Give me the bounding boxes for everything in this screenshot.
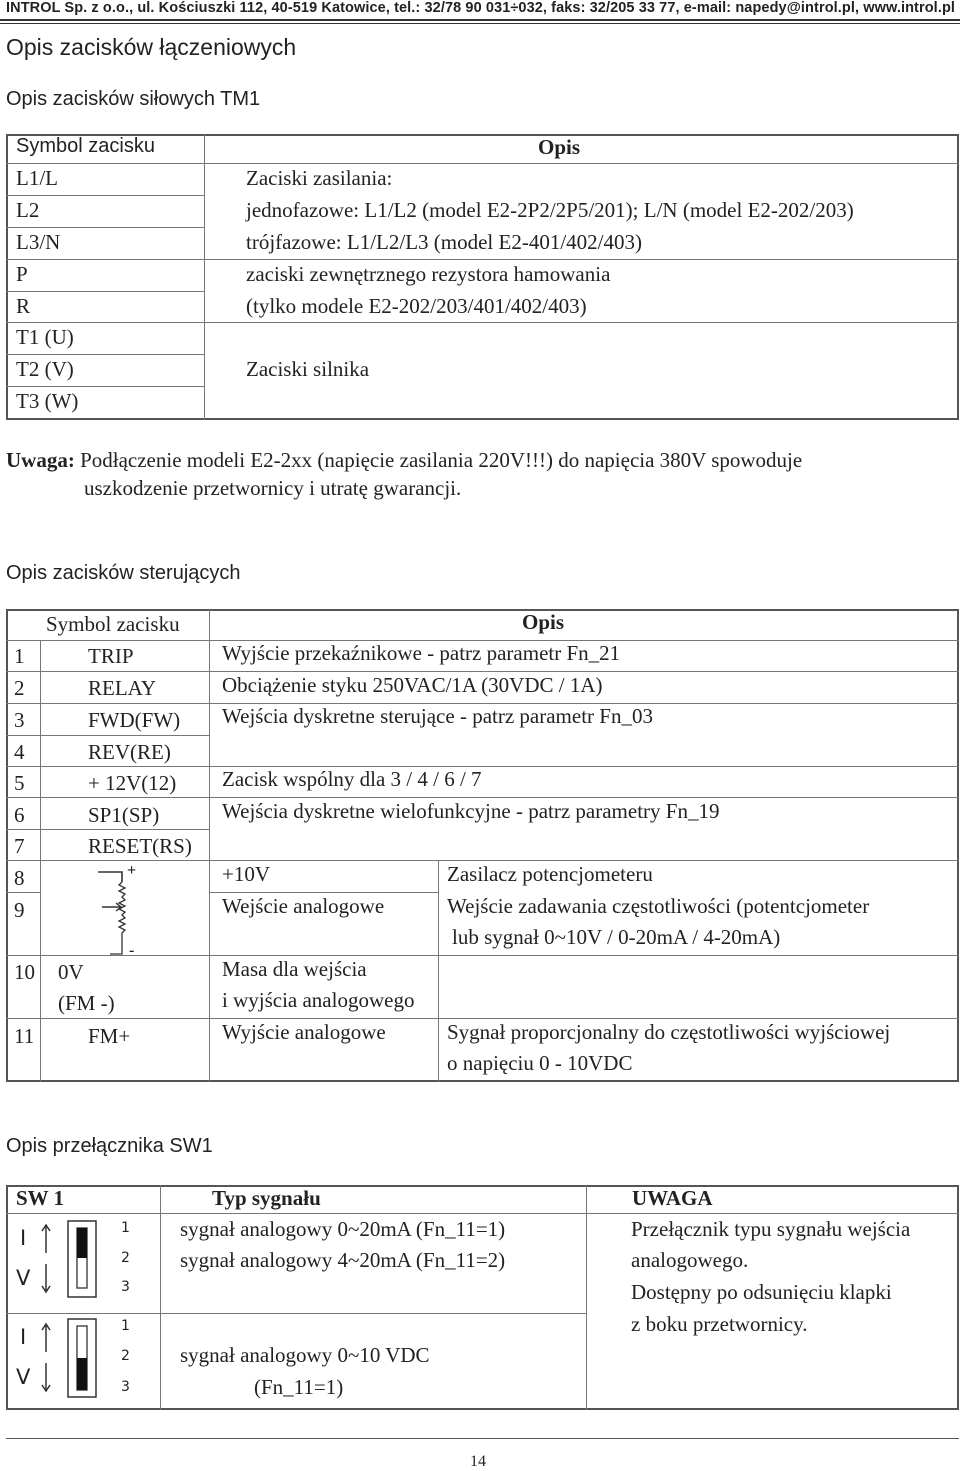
control-row-line (6, 797, 959, 798)
power-row-line (6, 386, 205, 387)
control-row-symbol: + 12V(12) (88, 771, 177, 795)
signal-type: sygnał analogowy 0~20mA (Fn_11=1) (180, 1217, 506, 1241)
power-symbol: L1/L (16, 166, 58, 190)
warning-label: Uwaga: (6, 448, 75, 472)
power-col-desc: Opis (538, 135, 581, 159)
header-rule-thin (0, 23, 960, 24)
switch-col-note: UWAGA (632, 1186, 713, 1210)
warning-line-2: uszkodzenie przetwornicy i utratę gwarancji. (84, 476, 462, 500)
control-row-desc: i wyjścia analogowego (222, 988, 415, 1012)
control-row-num: 9 (14, 898, 25, 922)
control-row-desc: Wejście analogowe (222, 894, 385, 918)
switch-letter-i: I (20, 1226, 27, 1250)
control-row-symbol: (FM -) (58, 991, 115, 1015)
signal-type: sygnał analogowy 0~10 VDC (180, 1343, 430, 1367)
switch-pos-label: 3 (121, 1279, 130, 1295)
control-row-desc: Wejście zadawania częstotliwości (potentcjometer (447, 894, 870, 918)
switch-note: z boku przetwornicy. (631, 1312, 808, 1336)
signal-type: sygnał analogowy 4~20mA (Fn_11=2) (180, 1248, 506, 1272)
control-row-num: 5 (14, 771, 25, 795)
control-row-symbol: FWD(FW) (88, 708, 181, 732)
switch-row-line (6, 1213, 959, 1214)
warning-text: Podłączenie modeli E2-2xx (napięcie zasilania 220V!!!) do napięcia 380V spowoduje (74, 448, 803, 472)
potentiometer-icon (90, 868, 150, 968)
dip-switch-icon (58, 1220, 106, 1300)
arrow-down-icon (40, 1262, 52, 1294)
pot-minus-sign: - (129, 942, 135, 959)
power-desc: Zaciski zasilania: (246, 166, 393, 190)
control-row-line (6, 892, 40, 893)
control-row-desc: Zacisk wspólny dla 3 / 4 / 6 / 7 (222, 767, 482, 791)
arrow-down-icon (40, 1361, 52, 1393)
control-row-symbol: RELAY (88, 676, 157, 700)
power-row-line (6, 227, 205, 228)
control-row-num: 7 (14, 834, 25, 858)
control-row-symbol: SP1(SP) (88, 803, 160, 827)
switch-note: Dostępny po odsunięciu klapki (631, 1280, 892, 1304)
power-heading: Opis zacisków siłowych TM1 (6, 88, 261, 110)
warning-line-1 (6, 448, 802, 473)
switch-pos-label: 1 (121, 1220, 130, 1236)
signal-type: (Fn_11=1) (254, 1375, 344, 1399)
control-row-num: 2 (14, 676, 25, 700)
switch-note: Przełącznik typu sygnału wejścia (631, 1217, 911, 1241)
control-row-line (6, 671, 959, 672)
power-symbol: L2 (16, 198, 40, 222)
control-row-desc: Wejścia dyskretne sterujące - patrz parametr Fn_03 (222, 704, 653, 728)
control-row-desc: Zasilacz potencjometeru (447, 862, 653, 886)
arrow-up-icon (40, 1223, 52, 1255)
control-row-num: 8 (14, 866, 25, 890)
control-desc-divider (438, 860, 439, 1082)
switch-pos-label: 3 (121, 1379, 130, 1395)
switch-heading: Opis przełącznika SW1 (6, 1135, 213, 1157)
control-row-desc: Masa dla wejścia (222, 957, 367, 981)
power-symbol: T3 (W) (16, 389, 79, 413)
control-row-desc: Wyjście analogowe (222, 1020, 386, 1044)
power-desc: zaciski zewnętrznego rezystora hamowania (246, 262, 611, 286)
footer-rule (6, 1438, 959, 1439)
control-row-num: 3 (14, 708, 25, 732)
control-row-line (6, 829, 210, 830)
power-symbol: P (16, 262, 28, 286)
page-title: Opis zacisków łączeniowych (6, 34, 297, 60)
switch-col-type: Typ sygnału (212, 1186, 321, 1210)
header-rule (0, 19, 960, 21)
power-row-line (6, 322, 959, 323)
switch-col-sw: SW 1 (16, 1186, 65, 1210)
switch-divider (586, 1185, 587, 1410)
power-symbol: T1 (U) (16, 325, 74, 349)
control-row-desc: Wejścia dyskretne wielofunkcyjne - patrz parametry Fn_19 (222, 799, 720, 823)
control-heading: Opis zacisków sterujących (6, 562, 241, 584)
power-symbol: R (16, 294, 31, 318)
switch-row-line (6, 1313, 587, 1314)
power-desc: (tylko modele E2-202/203/401/402/403) (246, 294, 587, 318)
control-row-num: 11 (14, 1024, 35, 1048)
power-row-line (6, 163, 959, 164)
control-row-symbol: RESET(RS) (88, 834, 192, 858)
power-symbol: T2 (V) (16, 357, 74, 381)
control-row-num: 4 (14, 740, 25, 764)
switch-pos-label: 2 (121, 1250, 130, 1266)
page-number: 14 (470, 1453, 486, 1470)
power-desc: Zaciski silnika (246, 357, 370, 381)
switch-letter-v: V (16, 1266, 31, 1290)
control-row-desc: +10V (222, 862, 271, 886)
control-col-symbol: Symbol zacisku (46, 612, 180, 636)
power-desc: trójfazowe: L1/L2/L3 (model E2-401/402/403) (246, 230, 642, 254)
switch-pos-label: 1 (121, 1318, 130, 1334)
control-row-desc: lub sygnał 0~10V / 0-20mA / 4-20mA) (452, 925, 781, 949)
power-row-line (6, 291, 205, 292)
switch-note: analogowego. (631, 1248, 749, 1272)
switch-letter-i: I (20, 1325, 27, 1349)
control-row-symbol: FM+ (88, 1024, 131, 1048)
control-row-desc: Obciążenie styku 250VAC/1A (30VDC / 1A) (222, 673, 603, 697)
control-row-symbol: TRIP (88, 644, 134, 668)
power-row-line (6, 354, 205, 355)
control-row-symbol: REV(RE) (88, 740, 171, 764)
arrow-up-icon (40, 1322, 52, 1354)
control-row-desc: Sygnał proporcjonalny do częstotliwości wyjściowej (447, 1020, 891, 1044)
switch-divider (160, 1185, 161, 1410)
power-row-line (6, 259, 959, 260)
control-symbol-divider (209, 609, 210, 1082)
control-row-desc: o napięciu 0 - 10VDC (447, 1051, 633, 1075)
control-row-line (6, 735, 210, 736)
control-row-desc: Wyjście przekaźnikowe - patrz parametr Fn_21 (222, 641, 621, 665)
control-row-num: 6 (14, 803, 25, 827)
control-row-line (209, 892, 438, 893)
power-row-line (6, 195, 205, 196)
control-row-num: 1 (14, 644, 25, 668)
page-header: INTROL Sp. z o.o., ul. Kościuszki 112, 40-519 Katowice, tel.: 32/78 90 031÷032, faks: 32/205 33 77, e-mail: napedy@introl.pl, www.introl.pl (6, 0, 956, 16)
control-row-line (6, 860, 959, 861)
power-symbol: L3/N (16, 230, 61, 254)
control-num-divider (40, 640, 41, 1082)
control-row-line (6, 1018, 959, 1019)
control-row-line (6, 766, 959, 767)
switch-pos-label: 2 (121, 1348, 130, 1364)
control-row-num: 10 (14, 960, 35, 984)
dip-switch-icon (58, 1318, 106, 1400)
power-col-symbol: Symbol zacisku (16, 135, 155, 157)
power-table-divider (204, 134, 205, 420)
power-desc: jednofazowe: L1/L2 (model E2-2P2/2P5/201); L/N (model E2-202/203) (246, 198, 854, 222)
control-row-symbol: 0V (58, 960, 84, 984)
control-col-desc: Opis (522, 610, 565, 634)
switch-letter-v: V (16, 1365, 31, 1389)
pot-plus-sign: + (127, 862, 137, 879)
